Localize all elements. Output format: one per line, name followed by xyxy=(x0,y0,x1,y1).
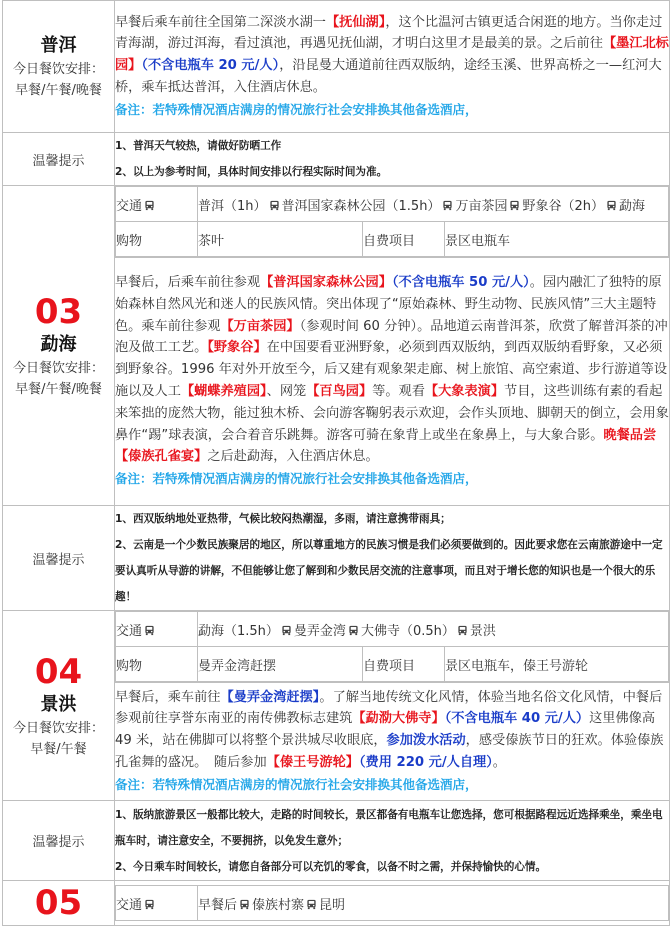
highlight-text: 【抚仙湖】 xyxy=(326,14,386,30)
car-icon xyxy=(239,899,250,910)
body-text: 、网笼 xyxy=(266,384,307,399)
day5-summary xyxy=(3,881,115,926)
route-stop: 勐海（1.5h） xyxy=(198,623,279,639)
route-stop: 野象谷（2h） xyxy=(522,198,604,214)
tip-item: 2、云南是一个少数民族聚居的地区，所以尊重地方的民族习惯是我们必须要做到的。因此要求您在云南旅游途中一定要认真听从导游的讲解，不但能够让您了解到和少数民居交流的注意事项，而且对于增长您的知识也是一个很大的乐趣！ xyxy=(115,539,663,603)
body-text: 早餐后，后乘车前往参观 xyxy=(115,275,261,291)
route-stop: 万亩茶园 xyxy=(455,198,508,214)
shopping-label: 购物 xyxy=(116,647,198,682)
info-grid xyxy=(115,885,669,921)
body-text: （参观时间 60 分钟）。品地道云南普洱茶，欣赏了解普洱茶的冲泡及做工工艺。 xyxy=(115,318,668,356)
route-stop: 昆明 xyxy=(319,897,346,913)
meal-label: 今日餐饮安排： xyxy=(12,61,104,77)
day4-info xyxy=(115,611,670,683)
body-text: ，沿昆曼大通道前往西双版纳，途经玉溪、世界高桥之一—红河大桥，乘车抵达普洱，入住酒店休息。 xyxy=(115,58,662,95)
highlight-text: 【万亩茶园】 xyxy=(220,318,300,334)
car-icon xyxy=(442,200,453,211)
tip-item: 2、今日乘车时间较长，请您自备部分可以充饥的零食，以备不时之需，并保持愉快的心情。 xyxy=(115,860,547,873)
route-stop: 勐海 xyxy=(618,198,645,214)
route-stop: 景洪 xyxy=(469,623,496,639)
city-name: 景洪 xyxy=(40,693,77,715)
city-name: 普洱 xyxy=(40,34,77,56)
price-note-text: （费用 220 元/人自理） xyxy=(358,754,493,770)
day3-description xyxy=(115,258,670,506)
route-stop: 大佛寺（0.5h） xyxy=(360,623,455,639)
route-stop: 傣族村寨 xyxy=(252,897,305,913)
day-number: 04 xyxy=(34,651,83,692)
optional-value: 景区电瓶车，傣王号游轮 xyxy=(445,647,669,682)
car-icon xyxy=(269,200,280,211)
desc-body xyxy=(115,690,663,770)
route-stop: 普洱国家森林公园（1.5h） xyxy=(281,198,441,214)
tip-item: 1、版纳旅游景区一般都比较大，走路的时间较长，景区都备有电瓶车让您选择，您可根据路程远近选择乘坐，乘坐电瓶车时，请注意安全，不要拥挤，以免发生意外； xyxy=(115,808,663,847)
body-text: 。 xyxy=(492,754,506,770)
desc-body xyxy=(115,15,669,95)
body-text: 节目，这些训练有素的看起来笨拙的庞然大物，能过独木桥、会向游客鞠躬表示欢迎，会作头顶地、脚朝天的倒立，会用象鼻作“踢”球表演，会合着音乐跳舞。游客可骑在象背上或坐在象鼻上，与大象合影。 xyxy=(115,384,669,443)
car-icon xyxy=(348,625,359,636)
day5-info xyxy=(115,881,670,926)
day4-description xyxy=(115,683,670,801)
body-text: 在中国要看亚洲野象，必须到西双版纳，到西双版纳看野象，又必须到野象谷。1996 年对外开放至今，后又建有观象架走廊、树上旅馆、高空索道、步行游道等设施以及人工 xyxy=(115,340,668,399)
body-text: ，感受傣族节日的狂欢。体验傣族孔雀舞的盛况。 随后参加 xyxy=(115,733,664,770)
highlight-text: 【百鸟园】 xyxy=(306,384,373,399)
body-text: 早餐后，乘车前往 xyxy=(115,689,221,705)
info-grid xyxy=(115,186,669,257)
optional-label: 自费项目 xyxy=(363,222,445,257)
note-text: 备注：若特殊情况酒店满房的情况旅行社会安排换其他备选酒店， xyxy=(115,776,478,792)
body-text: 早餐后乘车前往全国第二深淡水湖一 xyxy=(115,14,326,30)
highlight-text: 【傣族孔雀宴】 xyxy=(115,449,208,465)
route-stop: 早餐后 xyxy=(198,897,238,913)
meal-value: 早餐/午餐/晚餐 xyxy=(15,82,102,98)
transport-label: 交通 xyxy=(116,612,198,647)
car-icon xyxy=(606,200,617,211)
highlight-text: 【傣王号游轮】 xyxy=(266,754,359,770)
day3-tips xyxy=(115,506,670,611)
tip-item: 1、普洱天气较热，请做好防晒工作 xyxy=(115,140,282,152)
body-text: 这里佛像高 49 米，站在佛脚可以将整个景洪城尽收眼底， xyxy=(115,711,656,749)
highlight-text: 【野象谷】 xyxy=(207,340,267,356)
body-text: ，这个比温河古镇更适合闲逛的地方。当你走过青海湖，游过洱海，看过滇池，再遇见抚仙湖，才明白这里才是最美的景。之后前往 xyxy=(115,14,663,52)
price-note-text: 参加泼水活动 xyxy=(386,733,466,749)
tips-label: 温馨提示 xyxy=(3,506,115,611)
meal-label: 今日餐饮安排： xyxy=(12,360,104,376)
tip-item: 1、西双版纳地处亚热带，气候比较闷热潮湿，多雨，请注意携带雨具； xyxy=(115,513,451,525)
day4-tips xyxy=(115,801,670,881)
day2-description xyxy=(115,1,670,133)
meal-value: 早餐/午餐/晚餐 xyxy=(15,381,102,397)
optional-value: 景区电瓶车 xyxy=(445,222,669,257)
info-grid xyxy=(115,611,669,682)
car-icon xyxy=(457,625,468,636)
highlight-text: 【勐泐大佛寺】 xyxy=(352,711,445,727)
highlight-text: 【普洱国家森林公园】 xyxy=(260,275,392,291)
day4-summary xyxy=(3,611,115,801)
car-icon xyxy=(281,625,292,636)
day-number: 05 xyxy=(34,883,83,923)
highlight-text: 晚餐品尝 xyxy=(603,427,657,443)
day-number: 03 xyxy=(34,291,83,332)
body-text: 之后赴勐海，入住酒店休息。 xyxy=(207,449,379,465)
note-text: 备注：若特殊情况酒店满房的情况旅行社会安排换其他备选酒店， xyxy=(115,471,478,487)
highlight-text: 【墨江北标园】 xyxy=(115,36,669,74)
meal-label: 今日餐饮安排： xyxy=(12,720,104,736)
body-text: 等。观看 xyxy=(372,384,425,399)
transport-route xyxy=(198,612,669,647)
transport-label: 交通 xyxy=(116,187,198,222)
price-note-text: （不含电瓶车 40 元/人） xyxy=(444,711,590,727)
shopping-value: 茶叶 xyxy=(198,222,363,257)
highlight-text: 【大象表演】 xyxy=(424,384,505,399)
shopping-label: 购物 xyxy=(116,222,198,257)
optional-label: 自费项目 xyxy=(363,647,445,682)
day2-tips xyxy=(115,133,670,186)
car-icon xyxy=(144,625,155,636)
shopping-value: 曼弄金湾赶摆 xyxy=(198,647,363,682)
itinerary-table xyxy=(2,0,670,926)
car-icon xyxy=(306,899,317,910)
tips-label: 温馨提示 xyxy=(3,133,115,186)
tips-label: 温馨提示 xyxy=(3,801,115,881)
day2-summary xyxy=(3,1,115,133)
transport-route xyxy=(198,886,669,921)
price-note-text: 【曼弄金湾赶摆】 xyxy=(220,689,320,705)
day3-info xyxy=(115,186,670,258)
city-name: 勐海 xyxy=(40,333,77,355)
day3-summary xyxy=(3,186,115,506)
route-stop: 普洱（1h） xyxy=(198,198,267,214)
note-text: 备注：若特殊情况酒店满房的情况旅行社会安排换其他备选酒店， xyxy=(115,101,478,117)
car-icon xyxy=(144,200,155,211)
car-icon xyxy=(509,200,520,211)
car-icon xyxy=(144,899,155,910)
body-text: 。园内融汇了独特的原始森林自然风光和迷人的民族风情。突出体现了“原始森林、野生动物、民族风情”三大主题特色。乘车前往参观 xyxy=(115,275,662,334)
tip-item: 2、以上为参考时间，具体时间安排以行程实际时间为准。 xyxy=(115,166,388,178)
route-stop: 曼弄金湾 xyxy=(293,623,346,639)
price-note-text: （不含电瓶车 20 元/人） xyxy=(141,58,280,74)
price-note-text: （不含电瓶车 50 元/人） xyxy=(391,275,530,291)
transport-label: 交通 xyxy=(116,886,198,921)
body-text: 。了解当地传统文化风情，体验当地名俗文化风情，中餐后参观前往享誉东南亚的南传佛教标志建筑 xyxy=(115,689,663,727)
transport-route xyxy=(198,187,669,222)
highlight-text: 【蝴蝶养殖园】 xyxy=(180,384,267,399)
meal-value: 早餐/午餐 xyxy=(30,741,87,757)
desc-body xyxy=(115,275,669,464)
